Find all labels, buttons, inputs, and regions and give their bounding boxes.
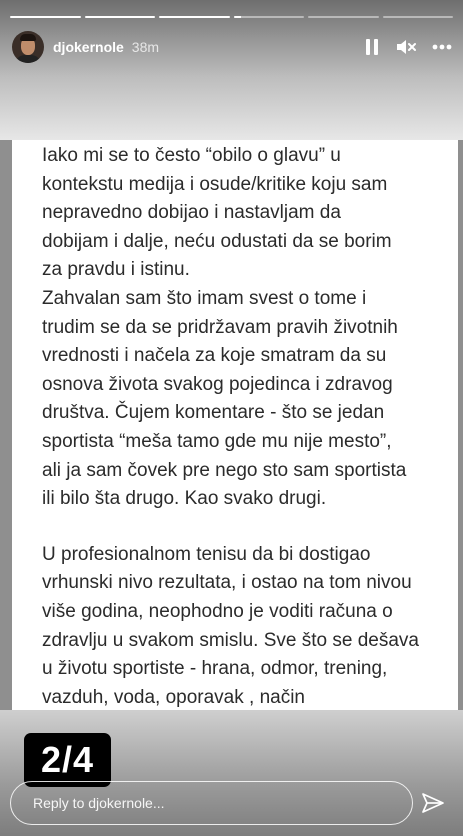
text-line: kontekstu medija i osude/kritike koju sam <box>42 173 388 195</box>
header-controls <box>364 38 452 56</box>
avatar[interactable] <box>12 31 44 63</box>
text-line: za pravdu i istinu. <box>42 259 190 281</box>
text-line: dobijam i dalje, neću odustati da se borim <box>42 230 392 252</box>
reply-input[interactable] <box>31 794 392 812</box>
page-indicator-label: 2/4 <box>40 739 95 780</box>
text-line: Zahvalan sam što imam svest o tome i <box>42 287 367 309</box>
text-line: nepravedno dobijao i nastavljam da <box>42 202 341 224</box>
story-timestamp: 38m <box>131 39 160 55</box>
progress-segment <box>308 16 379 18</box>
text-line: ali ja sam čovek pre nego sto sam sportista <box>42 459 407 481</box>
mute-icon[interactable] <box>396 38 416 56</box>
story-text <box>42 142 452 710</box>
text-line: U profesionalnom tenisu da bi dostigao <box>42 543 371 565</box>
progress-segment <box>10 16 81 18</box>
text-line: zdravlju u svakom smislu. Sve što se dešava <box>42 629 419 651</box>
story-progress-bar <box>10 16 453 19</box>
story-top-shade <box>0 0 463 140</box>
text-line: vazduh, voda, oporavak , način <box>42 686 306 708</box>
more-icon[interactable] <box>432 44 452 50</box>
text-line: u životu sportiste - hrana, odmor, trening, <box>42 658 388 680</box>
text-line: trudim se da se pridržavam pravih životnih <box>42 316 398 338</box>
story-text-card <box>12 140 458 710</box>
text-line: ili bilo šta drugo. Kao svako drugi. <box>42 488 327 510</box>
username[interactable]: djokernole <box>53 39 124 55</box>
progress-segment <box>159 16 230 18</box>
progress-segment <box>85 16 156 18</box>
text-line: više godina, neophodno je voditi računa o <box>42 600 393 622</box>
text-line: vrhunski nivo rezultata, i ostao na tom nivou <box>42 572 412 594</box>
send-icon[interactable] <box>421 791 445 815</box>
pause-icon[interactable] <box>364 38 380 56</box>
progress-segment <box>383 16 454 18</box>
text-line: sportista “meša tamo gde mu nije mesto”, <box>42 430 392 452</box>
text-line: Iako mi se to često “obilo o glavu” u <box>42 145 341 166</box>
text-line: društva. Čujem komentare - što se jedan <box>42 402 385 424</box>
text-line: osnova života svakog pojedinca i zdravog <box>42 373 393 395</box>
text-line: vrednosti i načela za koje smatram da su <box>42 345 387 367</box>
page-indicator <box>24 733 111 787</box>
paragraph-break <box>42 514 452 541</box>
reply-field[interactable] <box>10 781 413 825</box>
story-header <box>12 31 452 63</box>
progress-segment <box>234 16 305 18</box>
